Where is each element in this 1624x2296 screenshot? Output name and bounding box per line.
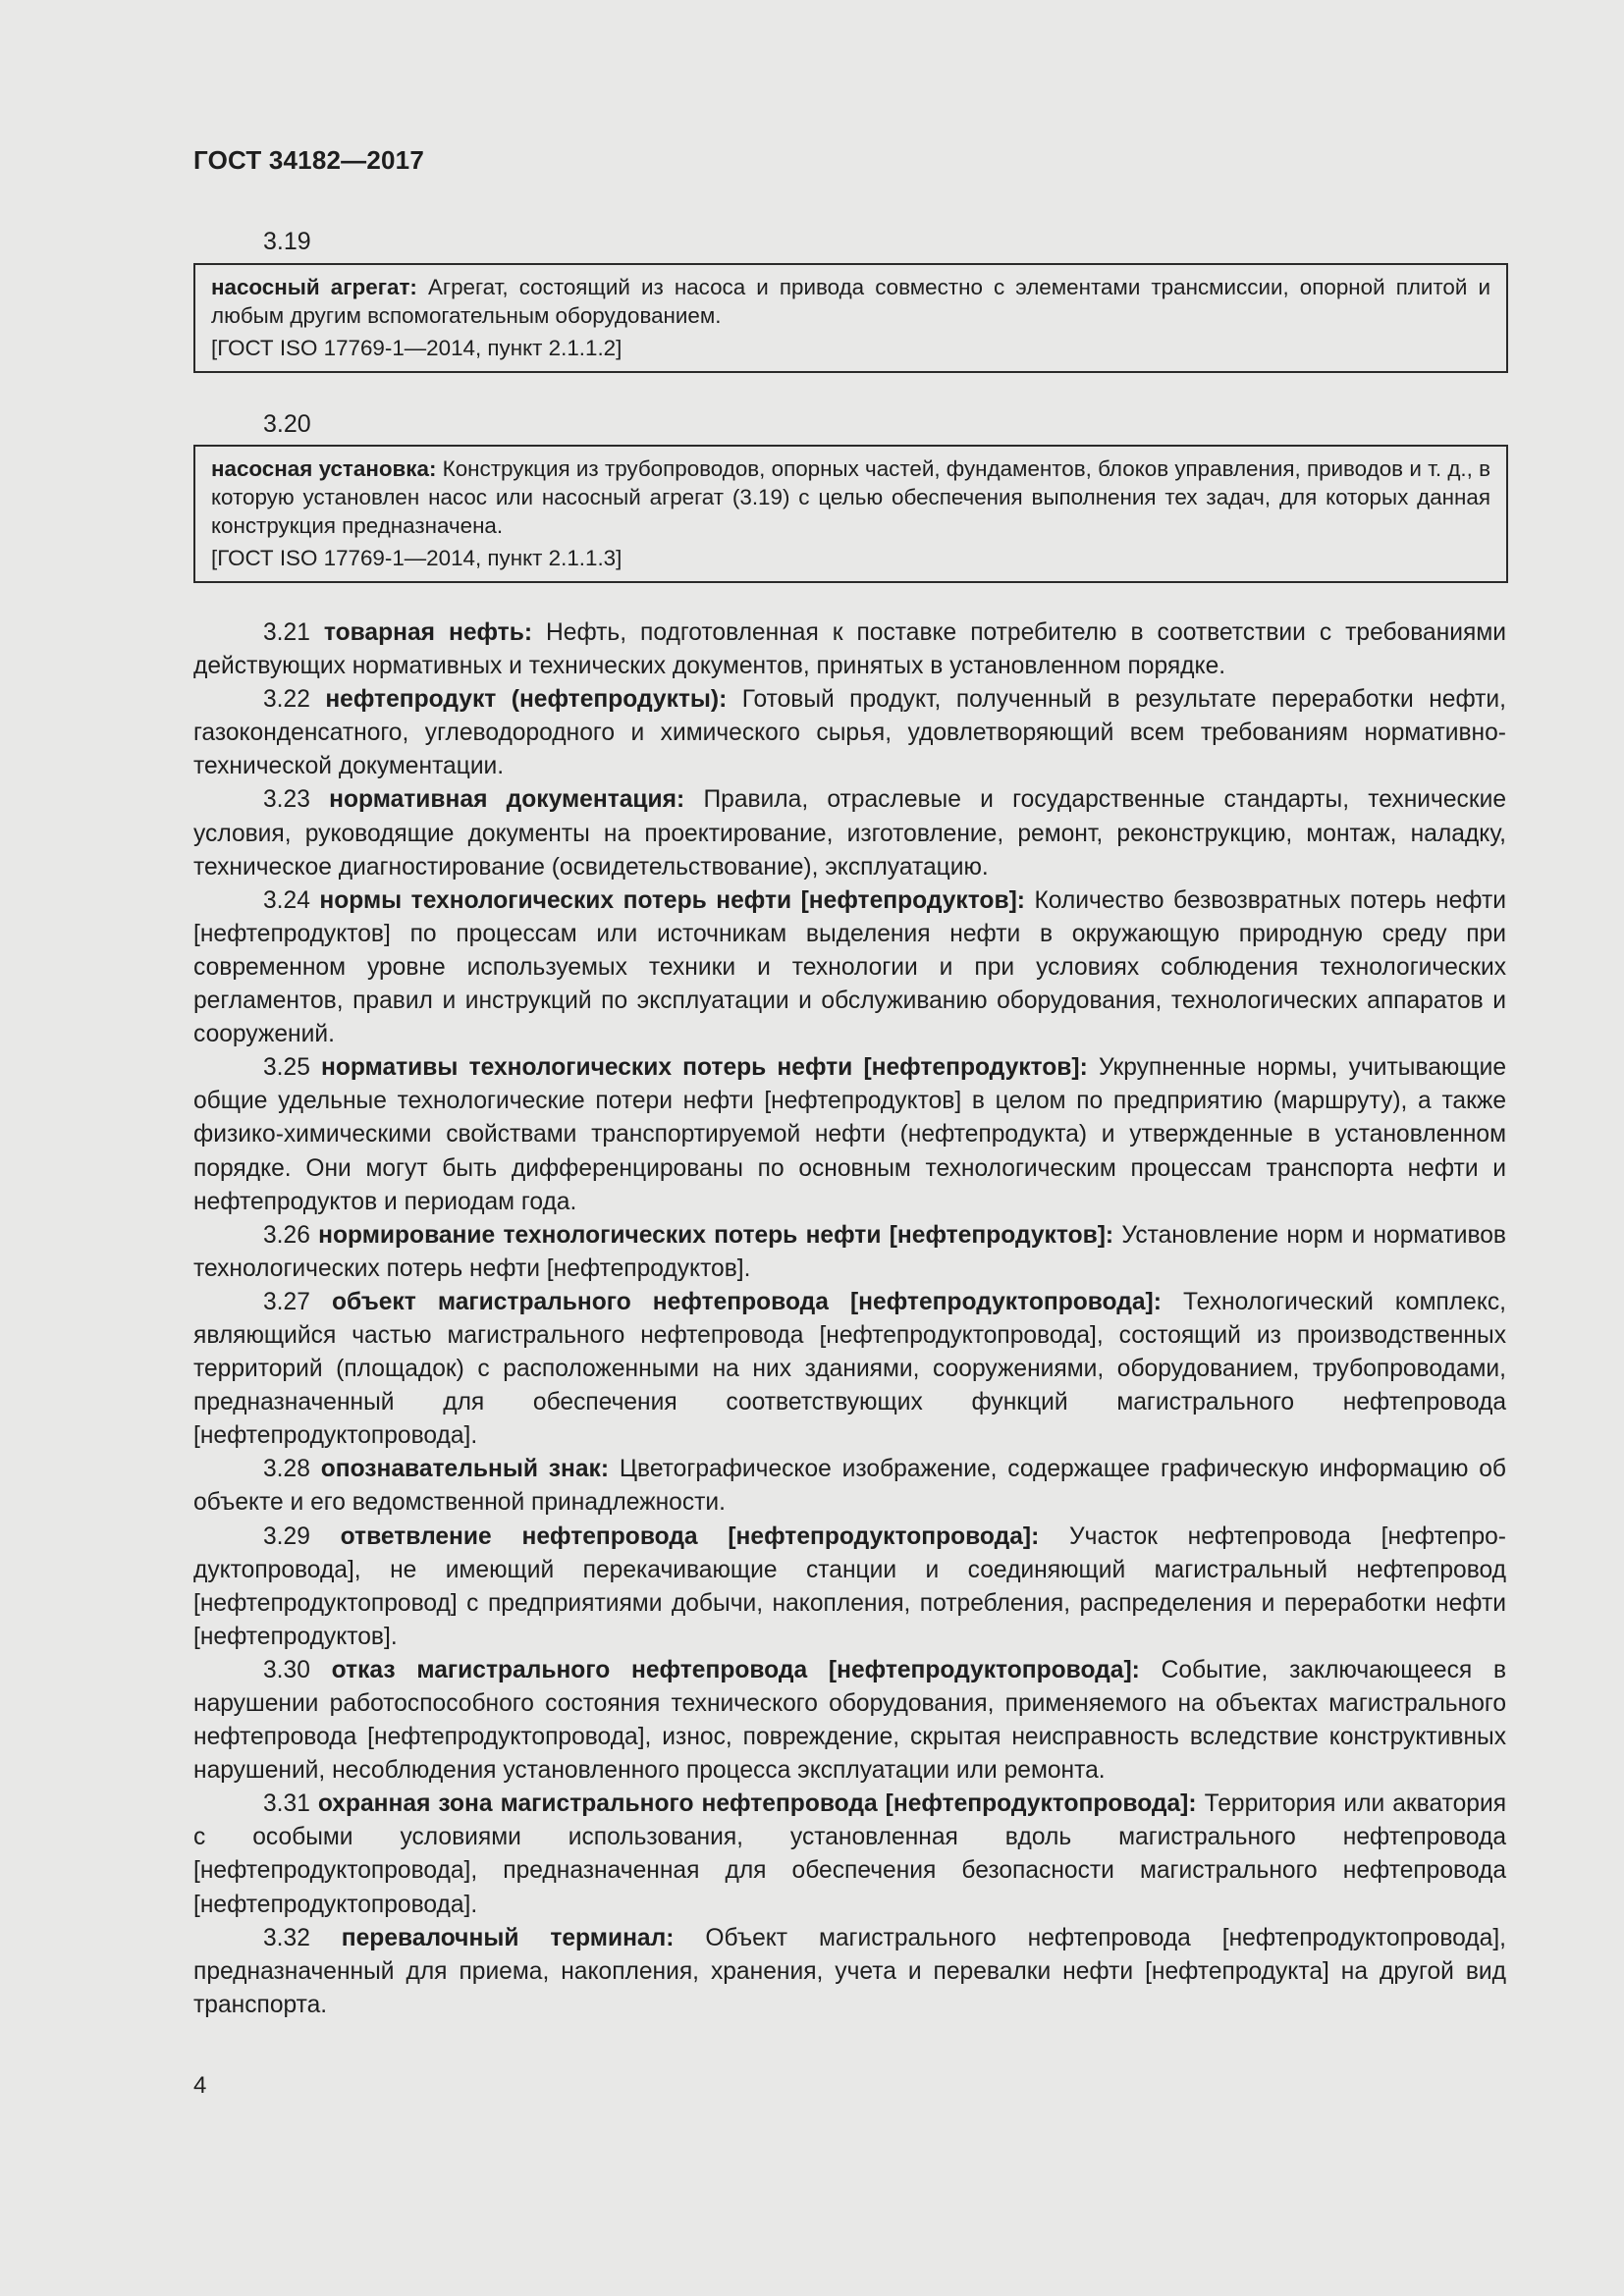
term-definition: Цветографическое изображение, содержащее графическую информацию об объекте и его ведомственной принадлежности. — [193, 1456, 1506, 1517]
term-3-24 — [193, 884, 1506, 1051]
term-3-26 — [193, 1219, 1506, 1286]
term-number: 3.27 — [263, 1288, 332, 1315]
term-name: насосная установка: — [211, 456, 437, 481]
term-definition: Территория или акватория с особыми условиями использования, установленная вдоль магистрального нефтепровода [нефтепродуктопровода], предназначенная для обеспечения безопасности магистрального нефтепровода [нефтепродуктопровода]. — [193, 1790, 1507, 1918]
term-definition: Агрегат, состоящий из насоса и привода совместно с элементами трансмиссии, опорной плитой и любым другим вспомогательным оборудованием. — [211, 275, 1490, 328]
term-definition: Готовый продукт, полученный в результате переработки нефти, газоконденсатного, углеводородного и химического сырья, удовлетворяющий всем требованиям нормативно-технической документации. — [193, 686, 1506, 780]
term-source-reference: [ГОСТ ISO 17769-1—2014, пункт 2.1.1.3] — [211, 546, 623, 570]
term-number-3-20: 3.20 — [263, 410, 311, 438]
term-name: нормы технологических потерь нефти [нефтепродуктов]: — [319, 886, 1025, 914]
term-3-21 — [193, 616, 1506, 683]
term-definition: Правила, отраслевые и государственные стандарты, технические условия, руководящие документы на проектирование, изготовление, ремонт, реконструкцию, монтаж, наладку, техническое диагностирование (освидетельствование), эксплуатацию. — [193, 786, 1506, 881]
boxed-term-3-20 — [193, 445, 1508, 583]
term-number: 3.31 — [263, 1790, 318, 1818]
term-3-32 — [193, 1922, 1506, 2022]
term-number: 3.25 — [263, 1054, 322, 1082]
term-name: опознавательный знак: — [320, 1456, 610, 1483]
term-3-25 — [193, 1051, 1506, 1218]
standard-header: ГОСТ 34182—2017 — [193, 145, 424, 175]
boxed-term-3-19 — [193, 263, 1508, 373]
term-number: 3.23 — [263, 786, 330, 814]
term-definition: Количество безвозвратных потерь нефти [нефтепродуктов] по процессам или источникам выделения нефти в окружающую природную среду при современном уровне используемых техники и технологии и при условиях соблюдения технологических регламентов, правил и инструкций по эксплуатации и обслуживанию оборудования, технологических аппаратов и сооружений. — [193, 886, 1506, 1048]
term-3-22 — [193, 683, 1506, 783]
terms-list — [193, 616, 1506, 2022]
boxed-term-definition — [211, 454, 1490, 540]
page-number: 4 — [193, 2072, 207, 2099]
term-definition: Событие, заключающееся в нарушении работоспособного состояния технического оборудования, применяемого на объектах магистрального нефтепровода [нефтепродуктопровода], износ, повреждение, скрытая неисправность вследствие конструктивных нарушений, несоблюдения установленного процесса эксплуатации или ремонта. — [193, 1656, 1507, 1785]
term-definition: Конструкция из трубопроводов, опорных частей, фундаментов, блоков управления, приводов и т. д., в которую установлен насос или насосный агрегат (3.19) с целью обеспечения выполнения тех задач, для которых данная конструкция предназначена. — [211, 456, 1491, 538]
term-definition: Технологический комплекс, являющийся частью магистрального нефтепровода [нефтепродуктопровода], состоящий из производственных территорий (площадок) с расположенными на них зданиями, сооружениями, оборудованием, трубопроводами, предназначенный для обеспечения соответствующих функций магистрального нефтепровода [нефтепродуктопровода]. — [193, 1288, 1507, 1450]
term-3-23 — [193, 783, 1506, 883]
term-name: отказ магистрального нефтепровода [нефтепродуктопровода]: — [331, 1656, 1140, 1683]
term-number: 3.29 — [263, 1522, 341, 1550]
term-definition: Нефть, подготовленная к поставке потребителю в соответствии с требованиями действующих нормативных и технических документов, принятых в установленном порядке. — [193, 619, 1506, 680]
term-number: 3.24 — [263, 886, 320, 914]
term-definition: Укрупненные нормы, учитывающие общие удельные технологические потери нефти [нефтепродуктов] в целом по предприятию (маршруту), а также физико-химическими свойствами транспортируемой нефти (нефтепродукта) и утвержденные в установленном порядке. Они могут быть дифференцированы по основным технологическим процессам транспорта нефти и нефтепродуктов и периодам года. — [193, 1054, 1507, 1215]
term-name: товарная нефть: — [323, 619, 533, 646]
term-3-29 — [193, 1521, 1506, 1654]
term-number: 3.26 — [263, 1221, 319, 1249]
term-number: 3.28 — [263, 1456, 321, 1483]
term-number: 3.32 — [263, 1924, 342, 1951]
term-name: охранная зона магистрального нефтепровода [нефтепродуктопровода]: — [317, 1790, 1197, 1818]
term-name: нефтепродукт (нефтепродукты): — [325, 686, 728, 714]
term-name: нормирование технологических потерь нефти [нефтепродуктов]: — [318, 1221, 1114, 1249]
term-name: ответвление нефтепровода [нефтепродуктопровода]: — [340, 1522, 1040, 1550]
term-name: объект магистрального нефтепровода [нефтепродуктопровода]: — [331, 1288, 1162, 1315]
term-name: перевалочный терминал: — [341, 1924, 675, 1951]
term-3-31 — [193, 1788, 1506, 1921]
term-name: нормативы технологических потерь нефти [нефтепродуктов]: — [321, 1054, 1088, 1082]
term-number-3-19: 3.19 — [263, 228, 311, 255]
term-3-28 — [193, 1453, 1506, 1520]
term-definition: Установление норм и нормативов технологических потерь нефти [нефтепродуктов]. — [193, 1221, 1506, 1282]
term-name: насосный агрегат: — [211, 275, 417, 299]
boxed-term-definition — [211, 273, 1490, 330]
term-name: нормативная документация: — [329, 786, 685, 814]
term-source-reference: [ГОСТ ISO 17769-1—2014, пункт 2.1.1.2] — [211, 336, 623, 360]
term-number: 3.21 — [263, 619, 324, 646]
term-definition: Участок нефтепровода [нефтепродуктопровода], не имеющий перекачивающие станции и соединяющий магистральный нефтепровод [нефтепродуктопровод] с предприятиями добычи, накопления, потребления, распределения и переработки нефти [нефтепродуктов]. — [193, 1522, 1506, 1650]
term-number: 3.30 — [263, 1656, 332, 1683]
term-definition: Объект магистрального нефтепровода [нефтепродуктопровода], предназначенный для приема, накопления, хранения, учета и перевалки нефти [нефтепродукта] на другой вид транспорта. — [193, 1924, 1506, 2018]
term-3-27 — [193, 1286, 1506, 1453]
term-number: 3.22 — [263, 686, 326, 714]
term-3-30 — [193, 1654, 1506, 1788]
